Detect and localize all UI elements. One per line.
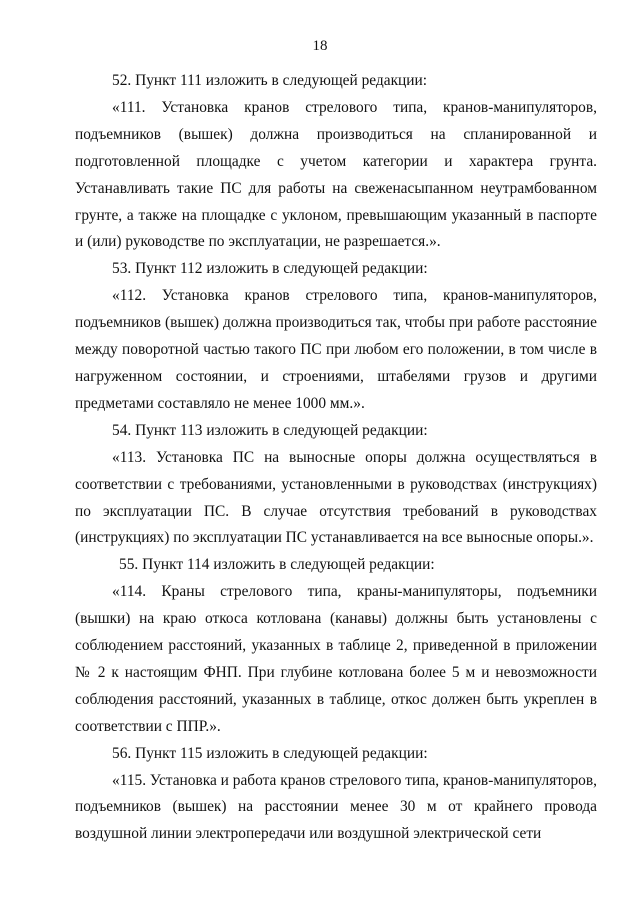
amendment-text-113: «113. Установка ПС на выносные опоры должна осуществляться в соответствии с требованиями, установленными в руководствах (инструкциях) по эксплуатации ПС. В случае отсутствия требований в руководствах (инструкциях) по эксплуатации ПС устанавливается на все выносные опоры.». bbox=[75, 448, 597, 547]
amendment-heading-52: 52. Пункт 111 изложить в следующей редакции: bbox=[112, 72, 428, 89]
amendment-text-112: «112. Установка кранов стрелового типа, кранов-манипуляторов, подъемников (вышек) должна производиться так, чтобы при работе расстояние между поворотной частью такого ПС при любом его положении, в том числе в нагруженном состоянии, и строениями, штабелями грузов и другими предметами составляло не менее 1000 мм.». bbox=[75, 287, 597, 412]
page-number: 18 bbox=[312, 38, 328, 54]
amendment-text-111: «111. Установка кранов стрелового типа, кранов-манипуляторов, подъемников (вышек) должна производиться на спланированной и подготовленной площадке с учетом категории и характера грунта. Устанавливать такие ПС для работы на свеженасыпанном неутрамбованном грунте, а также на площадке с уклоном, превышающим указанный в паспорте и (или) руководстве по эксплуатации, не разрешается.». bbox=[75, 98, 597, 251]
amendment-heading-53: 53. Пункт 112 изложить в следующей редакции: bbox=[112, 260, 428, 278]
document-body bbox=[75, 68, 597, 848]
amendment-heading-55: 55. Пункт 114 изложить в следующей редакции: bbox=[119, 556, 435, 574]
amendment-text-115: «115. Установка и работа кранов стрелового типа, кранов-манипуляторов, подъемников (вышек) на расстоянии менее 30 м от крайнего провода воздушной линии электропередачи или воздушной электрической сети bbox=[75, 771, 597, 843]
amendment-heading-54: 54. Пункт 113 изложить в следующей редакции: bbox=[112, 421, 428, 439]
amendment-heading-56: 56. Пункт 115 изложить в следующей редакции: bbox=[112, 744, 428, 762]
amendment-text-114: «114. Краны стрелового типа, краны-манипуляторы, подъемники (вышки) на краю откоса котлована (канавы) должны быть установлены с соблюдением расстояний, указанных в таблице 2, приведенной в приложении № 2 к настоящим ФНП. При глубине котлована более 5 м и невозможности соблюдения расстояний, указанных в таблице, откос должен быть укреплен в соответствии с ППР.». bbox=[75, 583, 597, 735]
